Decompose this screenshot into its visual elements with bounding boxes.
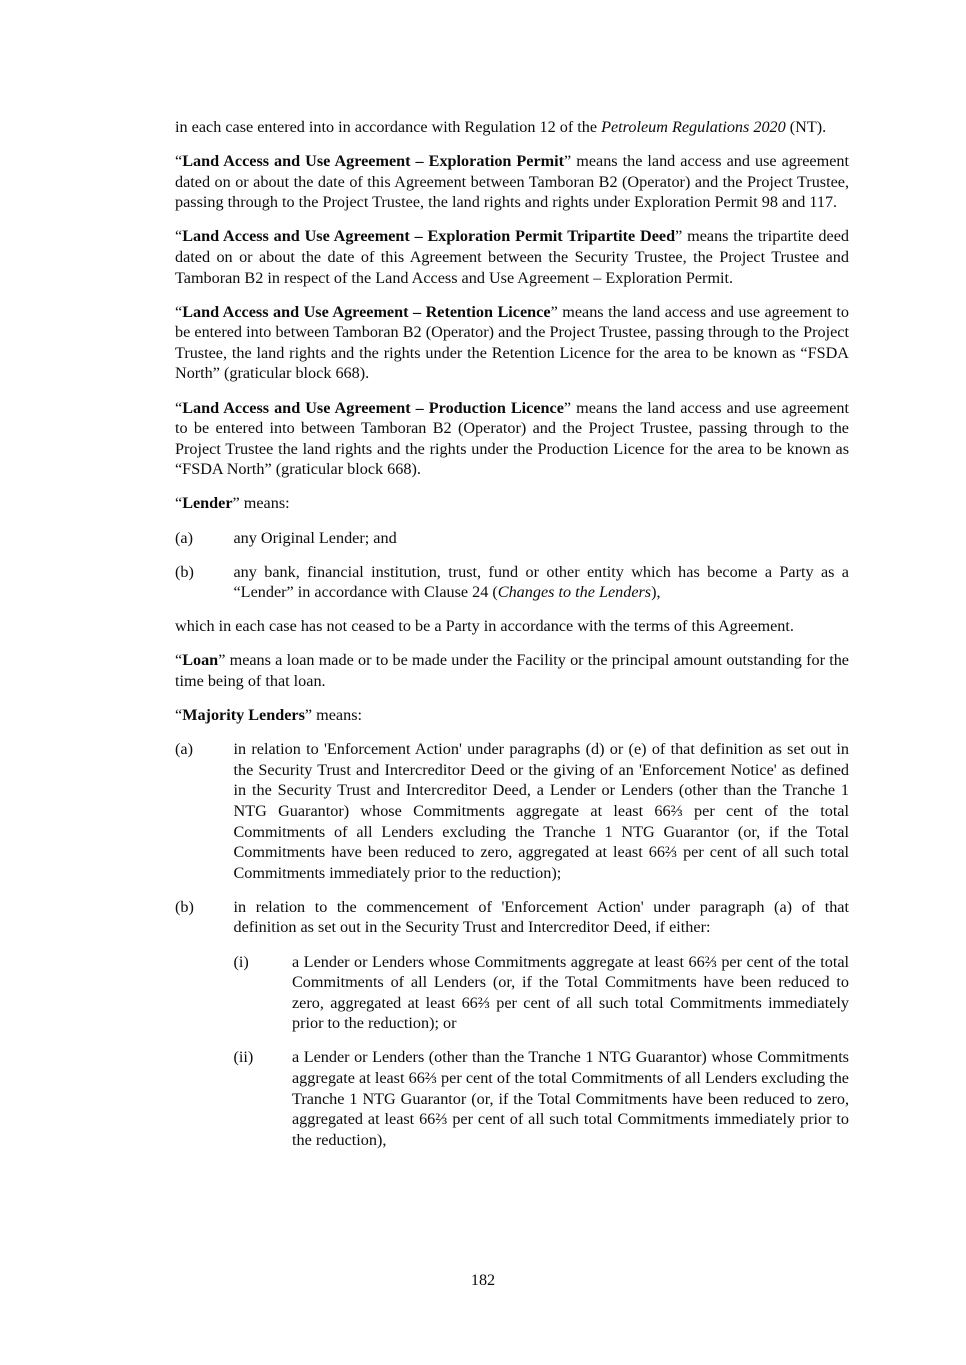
body-text: “ — [175, 302, 183, 321]
body-text: ), — [651, 583, 661, 602]
definition-land-access-exploration-permit-tripartite-deed — [175, 226, 849, 288]
defined-term: Land Access and Use Agreement – Production Licence — [182, 398, 564, 417]
lender-tail-paragraph — [175, 616, 849, 637]
defined-term: Majority Lenders — [182, 706, 305, 725]
list-item-text — [234, 528, 850, 549]
body-text: in relation to 'Enforcement Action' under paragraphs (d) or (e) of that definition as set out in the Security Trust and Intercreditor Deed or the giving of an 'Enforcement Notice' as defined in the Security Trust and Intercreditor Deed, a Lender or Lenders (other than the Tranche 1 NTG Guarantor) whose Commitments aggregate at least 66⅔ per cent of the total Commitments of all Lenders excluding the Tranche 1 NTG Guarantor (or, if the Total Commitments have been reduced to zero, aggregated at least 66⅔ per cent of all such total Commitments immediately prior to the reduction); — [233, 740, 849, 882]
lender-item-b — [175, 562, 849, 603]
body-text: ” means the tripartite deed dated on or about the date of this Agreement between the Security Trustee, the Project Trustee and Tamboran B2 in respect of the Land Access and Use Agreement – Exploration Permit. — [175, 227, 849, 287]
body-text: any bank, financial institution, trust, fund or other entity which has become a Party as a “Lender” in accordance with Clause 24 ( — [233, 562, 849, 602]
definition-loan — [175, 650, 849, 691]
body-text: (NT). — [785, 118, 827, 136]
list-marker: (a) — [175, 528, 193, 547]
italic-text: Changes to the Lenders — [497, 583, 652, 602]
body-text: in each case entered into in accordance with Regulation 12 of the — [175, 118, 602, 136]
body-text: “ — [175, 651, 183, 670]
body-text: a Lender or Lenders whose Commitments aggregate at least 66⅔ per cent of the total Commitments of all Lenders (or, if the Total Commitments have been reduced to zero, aggregated at least 66⅔ per cent of all such total Commitments immediately prior to the reduction); or — [292, 952, 849, 1033]
list-item-text — [234, 739, 850, 883]
definition-land-access-exploration-permit — [175, 151, 849, 213]
body-text: any Original Lender; and — [233, 528, 397, 547]
defined-term: Loan — [182, 651, 219, 670]
defined-term: Land Access and Use Agreement – Exploration Permit Tripartite Deed — [182, 227, 676, 246]
body-text: “ — [175, 227, 183, 246]
definition-land-access-retention-licence — [175, 302, 849, 384]
definition-majority-lenders — [175, 705, 849, 726]
page-number: 182 — [470, 1271, 496, 1289]
defined-term: Land Access and Use Agreement – Retention Licence — [182, 302, 551, 321]
list-marker: (b) — [175, 897, 194, 916]
body-text: a Lender or Lenders (other than the Tranche 1 NTG Guarantor) whose Commitments aggregate at least 66⅔ per cent of the total Commitments of all Lenders excluding the Tranche 1 NTG Guarantor (or, if the Total Commitments have been reduced to zero, aggregated at least 66⅔ per cent of all such total Commitments immediately prior to the reduction), — [292, 1048, 849, 1149]
defined-term: Lender — [182, 494, 233, 513]
majority-lenders-item-b — [175, 897, 849, 938]
body-text: ” means the land access and use agreement dated on or about the date of this Agreement between Tamboran B2 (Operator) and the Project Trustee, passing through to the Project Trustee, the land rights and rights under Exploration Permit 98 and 117. — [175, 152, 849, 212]
list-marker: (b) — [175, 562, 194, 581]
intro-paragraph — [175, 117, 849, 138]
list-item-text — [234, 897, 850, 938]
list-item-text — [292, 1047, 849, 1150]
body-text: ” means the land access and use agreement to be entered into between Tamboran B2 (Operator) and the Project Trustee, passing through to the Project Trustee the land rights and the rights under the Production Licence for the area to be known as “FSDA North” (graticular block 668). — [175, 398, 849, 479]
definition-land-access-production-licence — [175, 398, 849, 480]
italic-text: Petroleum Regulations 2020 — [601, 118, 786, 136]
definition-lender — [175, 493, 849, 514]
body-text: ” means a loan made or to be made under the Facility or the principal amount outstanding for the time being of that loan. — [175, 651, 849, 690]
body-text: “ — [175, 398, 183, 417]
body-text: which in each case has not ceased to be a Party in accordance with the terms of this Agreement. — [175, 617, 794, 636]
list-marker: (i) — [233, 952, 249, 971]
majority-lenders-item-b-i — [234, 952, 850, 1034]
body-text: “ — [175, 706, 183, 725]
lender-item-a — [175, 528, 849, 549]
body-text: ” means: — [232, 494, 290, 513]
body-text: in relation to the commencement of 'Enforcement Action' under paragraph (a) of that definition as set out in the Security Trust and Intercreditor Deed, if either: — [233, 897, 849, 937]
list-item-text — [292, 952, 849, 1034]
defined-term: Land Access and Use Agreement – Exploration Permit — [182, 152, 565, 171]
body-text: “ — [175, 152, 183, 171]
majority-lenders-item-a — [175, 739, 849, 883]
list-marker: (ii) — [233, 1048, 254, 1067]
majority-lenders-item-b-ii — [234, 1047, 850, 1150]
body-text: “ — [175, 494, 183, 513]
list-item-text — [234, 562, 850, 603]
list-marker: (a) — [175, 740, 193, 759]
body-text: ” means the land access and use agreement to be entered into between Tamboran B2 (Operator) and the Project Trustee, passing through to the Project Trustee, the land rights and the rights under the Retention Licence for the area to be known as “FSDA North” (graticular block 668). — [175, 302, 849, 383]
body-text: ” means: — [304, 706, 363, 725]
document-body — [175, 117, 849, 1150]
